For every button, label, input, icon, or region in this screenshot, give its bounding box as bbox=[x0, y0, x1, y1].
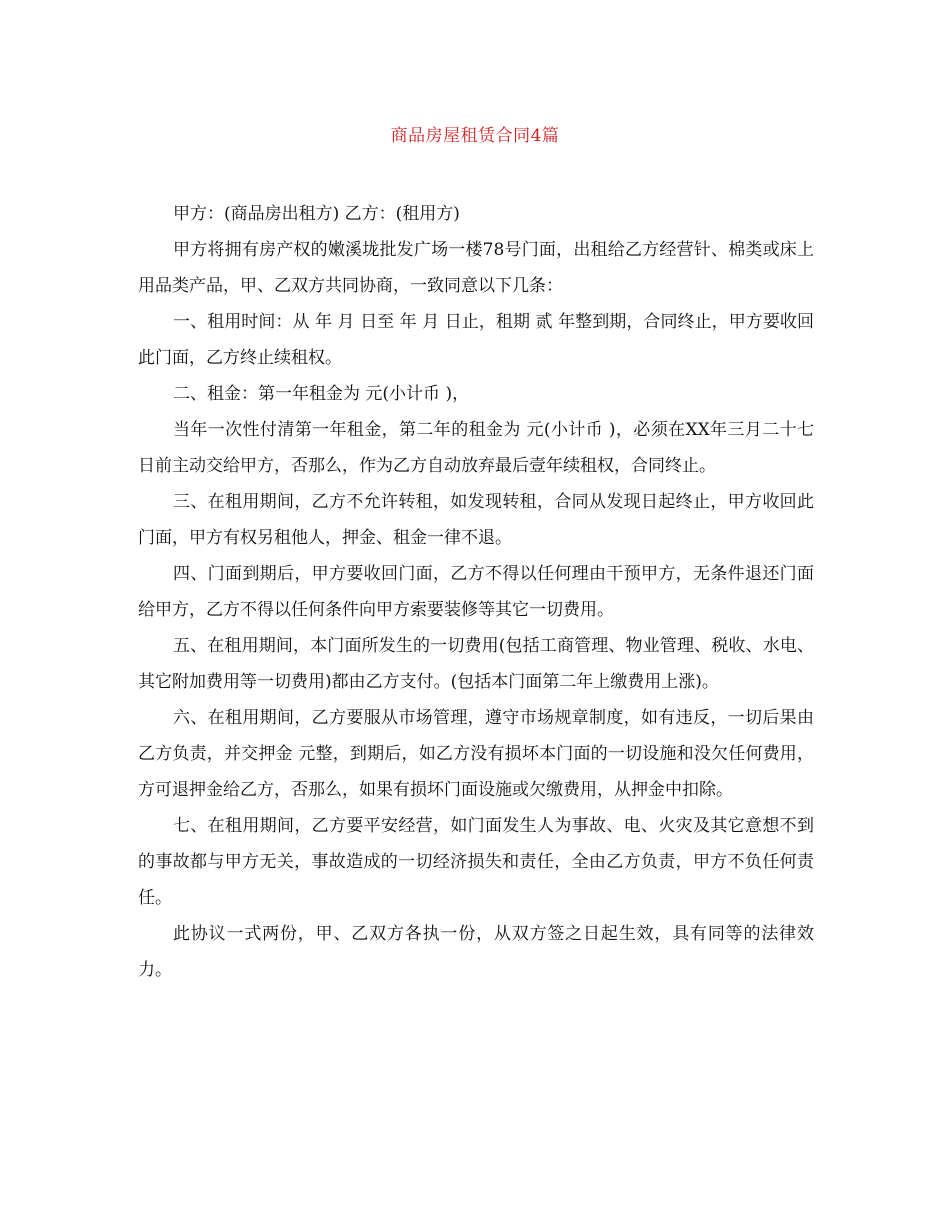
paragraph-clause-5: 五、在租用期间，本门面所发生的一切费用(包括工商管理、物业管理、税收、水电、其它附加费用等一切费用)都由乙方支付。(包括本门面第二年上缴费用上涨)。 bbox=[138, 636, 814, 692]
paragraph-clause-3: 三、在租用期间，乙方不允许转租，如发现转租，合同从发现日起终止，甲方收回此门面，甲方有权另租他人，押金、租金一律不退。 bbox=[138, 492, 814, 548]
paragraph-clause-7: 七、在租用期间，乙方要平安经营，如门面发生人为事故、电、火灾及其它意想不到的事故都与甲方无关，事故造成的一切经济损失和责任，全由乙方负责，甲方不负任何责任。 bbox=[138, 816, 814, 908]
paragraph-closing: 此协议一式两份，甲、乙双方各执一份，从双方签之日起生效，具有同等的法律效力。 bbox=[138, 924, 814, 980]
document-body bbox=[138, 196, 814, 988]
paragraph-clause-2: 二、租金：第一年租金为 元(小计币 )， bbox=[173, 384, 470, 404]
document-title: 商品房屋租赁合同4篇 bbox=[390, 126, 560, 146]
paragraph-parties: 甲方：(商品房出租方) 乙方：(租用方) bbox=[173, 204, 460, 224]
paragraph-clause-4: 四、门面到期后，甲方要收回门面，乙方不得以任何理由干预甲方，无条件退还门面给甲方，乙方不得以任何条件向甲方索要装修等其它一切费用。 bbox=[138, 564, 814, 620]
paragraph-clause-2-payment: 当年一次性付清第一年租金，第二年的租金为 元(小计币 )，必须在XX年三月二十七日前主动交给甲方，否那么，作为乙方自动放弃最后壹年续租权，合同终止。 bbox=[138, 420, 814, 476]
paragraph-clause-1: 一、租用时间：从 年 月 日至 年 月 日止，租期 贰 年整到期，合同终止，甲方要收回此门面，乙方终止续租权。 bbox=[138, 312, 814, 368]
paragraph-clause-6: 六、在租用期间，乙方要服从市场管理，遵守市场规章制度，如有违反，一切后果由乙方负责，并交押金 元整，到期后，如乙方没有损坏本门面的一切设施和没欠任何费用，方可退押金给乙方，否那么，如果有损坏门面设施或欠缴费用，从押金中扣除。 bbox=[138, 708, 814, 800]
paragraph-preamble: 甲方将拥有房产权的嫩溪垅批发广场一楼78号门面，出租给乙方经营针、棉类或床上用品类产品，甲、乙双方共同协商，一致同意以下几条： bbox=[138, 240, 814, 296]
